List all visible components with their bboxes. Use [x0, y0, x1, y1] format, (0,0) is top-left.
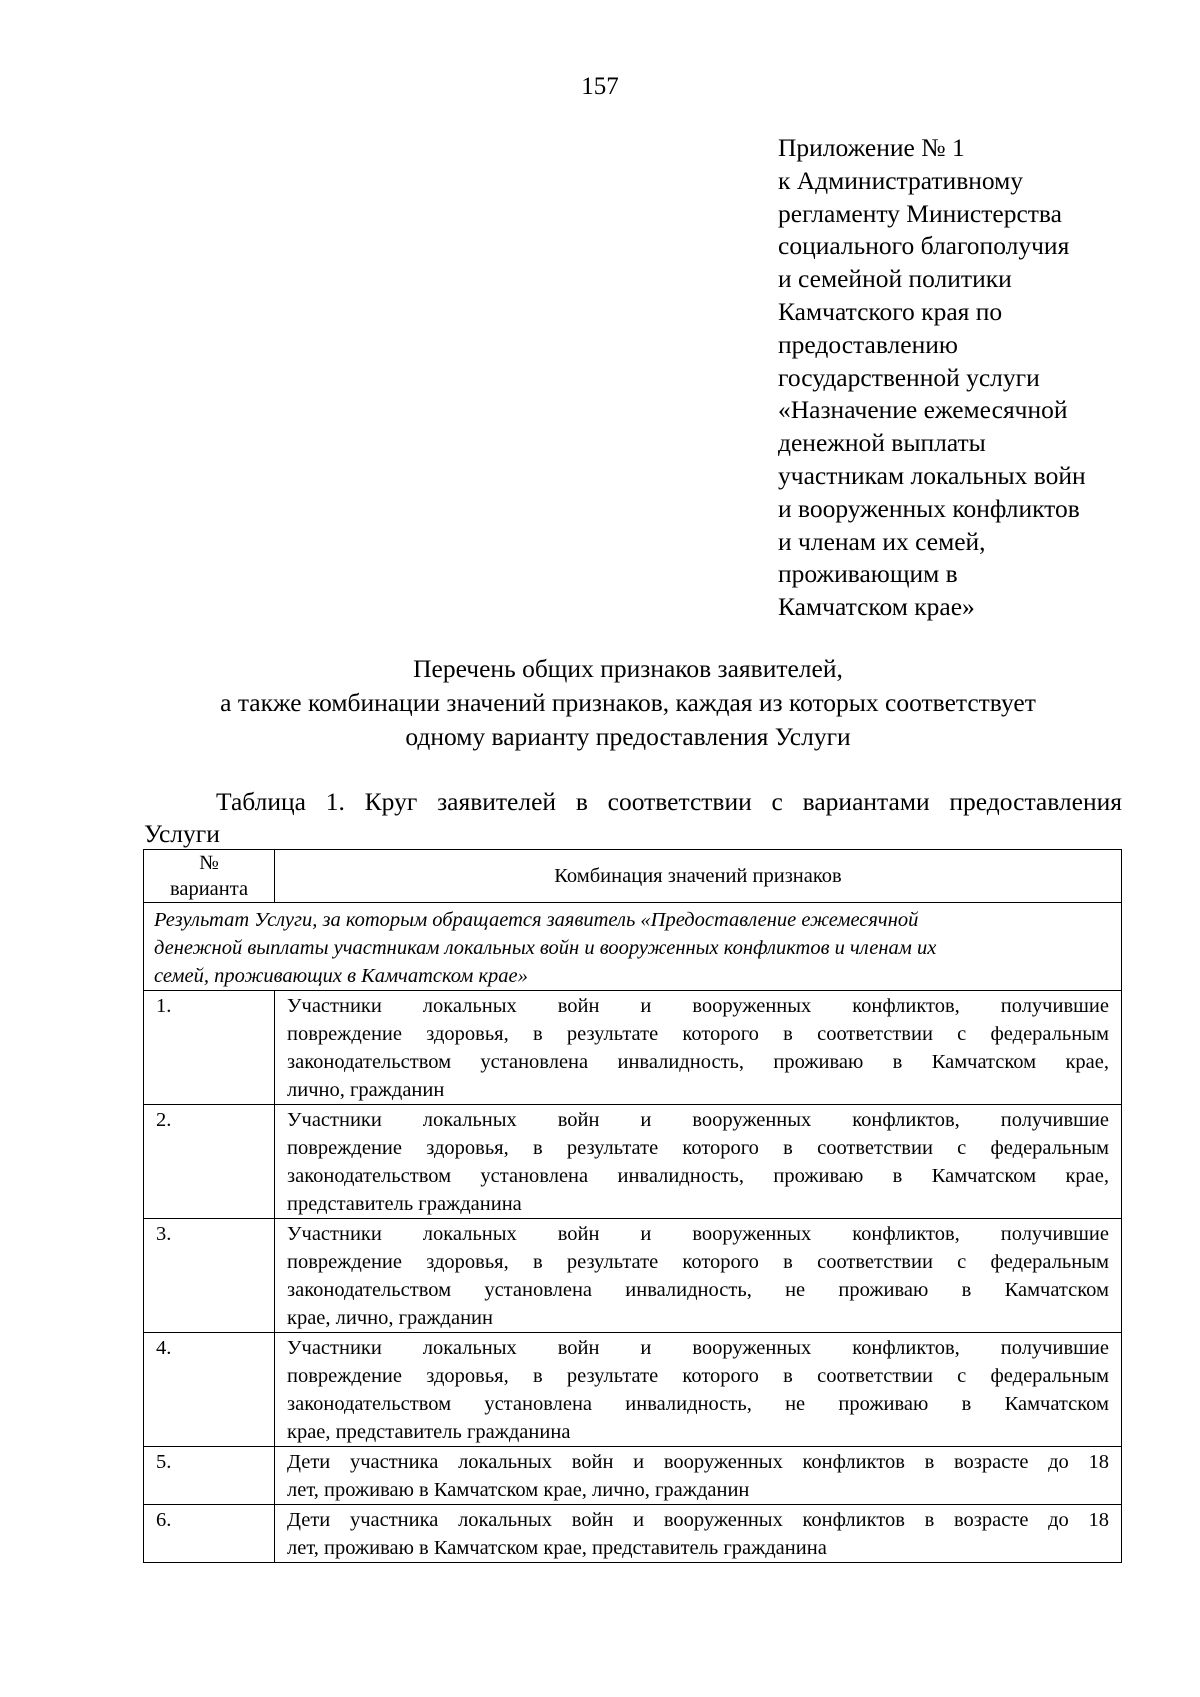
appendix-line: Приложение № 1	[778, 133, 965, 162]
title-line: а также комбинации значений признаков, каждая из которых соответствует	[220, 688, 1036, 717]
cell-line: лет, проживаю в Камчатском крае, лично, гражданин	[287, 1479, 750, 1501]
title-line: одному варианту предоставления Услуги	[405, 722, 851, 751]
variant-number-header	[144, 850, 275, 903]
cell-line: крае, лично, гражданин	[287, 1307, 494, 1329]
table-row	[144, 991, 1122, 1105]
appendix-line: «Назначение ежемесячной	[778, 395, 1068, 425]
variant-number: 5.	[144, 1447, 275, 1505]
appendix-line: Камчатского края по	[778, 296, 1003, 326]
cell-line: Участники локальных войн и вооруженных конфликтов, получившие	[287, 1223, 1109, 1245]
table-row	[144, 1219, 1122, 1333]
table-row	[144, 1105, 1122, 1219]
variant-number: 2.	[144, 1105, 275, 1219]
cell-line: представитель гражданина	[287, 1193, 522, 1215]
appendix-line: Камчатском крае»	[778, 592, 975, 622]
cell-line: законодательством установлена инвалидность, проживаю в Камчатском крае,	[287, 1051, 1109, 1073]
cell-line: крае, представитель гражданина	[287, 1421, 571, 1443]
variant-number: 6.	[144, 1505, 275, 1563]
caption-line: Таблица 1. Круг заявителей в соответствии с вариантами предоставления	[216, 787, 1122, 816]
page-number: 157	[581, 73, 619, 100]
result-line: Результат Услуги, за которым обращается заявитель «Предоставление ежемесячной	[154, 909, 919, 931]
result-cell	[144, 903, 1122, 991]
variant-number: 4.	[144, 1333, 275, 1447]
cell-line: повреждение здоровья, в результате которого в соответствии с федеральным	[287, 1137, 1109, 1159]
appendix-line: участникам локальных войн	[778, 460, 1086, 490]
appendix-line: и членам их семей,	[778, 526, 986, 556]
variant-combination	[275, 991, 1122, 1105]
appendix-line: государственной услуги	[778, 362, 1040, 392]
appendix-line: к Административному	[778, 165, 1024, 195]
appendix-line: и вооруженных конфликтов	[778, 493, 1080, 523]
table-row	[144, 1447, 1122, 1505]
header-text: №	[199, 852, 219, 874]
cell-line: лет, проживаю в Камчатском крае, представитель гражданина	[287, 1537, 827, 1559]
document-title	[0, 652, 1200, 754]
header-text: варианта	[169, 878, 249, 900]
table-caption	[144, 786, 1122, 850]
caption-line: Услуги	[144, 819, 220, 848]
cell-line: повреждение здоровья, в результате которого в соответствии с федеральным	[287, 1023, 1109, 1045]
appendix-line: проживающим в	[778, 559, 958, 589]
cell-line: законодательством установлена инвалидность, не проживаю в Камчатском	[287, 1279, 1109, 1301]
cell-line: Участники локальных войн и вооруженных конфликтов, получившие	[287, 1109, 1109, 1131]
variant-combination	[275, 1505, 1122, 1563]
appendix-line: социального благополучия	[778, 231, 1070, 261]
combination-header: Комбинация значений признаков	[275, 850, 1122, 903]
appendix-header	[778, 132, 1138, 624]
cell-line: Участники локальных войн и вооруженных конфликтов, получившие	[287, 1337, 1109, 1359]
variant-number: 3.	[144, 1219, 275, 1333]
table-row	[144, 1505, 1122, 1563]
variant-combination	[275, 1447, 1122, 1505]
appendix-line: денежной выплаты	[778, 428, 986, 458]
cell-line: Участники локальных войн и вооруженных конфликтов, получившие	[287, 995, 1109, 1017]
variant-combination	[275, 1219, 1122, 1333]
appendix-line: регламенту Министерства	[778, 198, 1062, 228]
variant-number: 1.	[144, 991, 275, 1105]
result-row	[144, 903, 1122, 991]
cell-line: законодательством установлена инвалидность, проживаю в Камчатском крае,	[287, 1165, 1109, 1187]
cell-line: законодательством установлена инвалидность, не проживаю в Камчатском	[287, 1393, 1109, 1415]
cell-line: лично, гражданин	[287, 1079, 445, 1101]
table-row	[144, 1333, 1122, 1447]
applicants-table	[143, 849, 1122, 1563]
result-line: денежной выплаты участникам локальных войн и вооруженных конфликтов и членам их	[154, 937, 937, 959]
table-header-row	[144, 850, 1122, 903]
cell-line: Дети участника локальных войн и вооруженных конфликтов в возрасте до 18	[287, 1509, 1109, 1531]
appendix-line: предоставлению	[778, 329, 958, 359]
cell-line: повреждение здоровья, в результате которого в соответствии с федеральным	[287, 1365, 1109, 1387]
variant-combination	[275, 1333, 1122, 1447]
appendix-line: и семейной политики	[778, 264, 1012, 294]
title-line: Перечень общих признаков заявителей,	[413, 654, 843, 683]
cell-line: повреждение здоровья, в результате которого в соответствии с федеральным	[287, 1251, 1109, 1273]
variant-combination	[275, 1105, 1122, 1219]
cell-line: Дети участника локальных войн и вооруженных конфликтов в возрасте до 18	[287, 1451, 1109, 1473]
result-line: семей, проживающих в Камчатском крае»	[154, 965, 528, 987]
